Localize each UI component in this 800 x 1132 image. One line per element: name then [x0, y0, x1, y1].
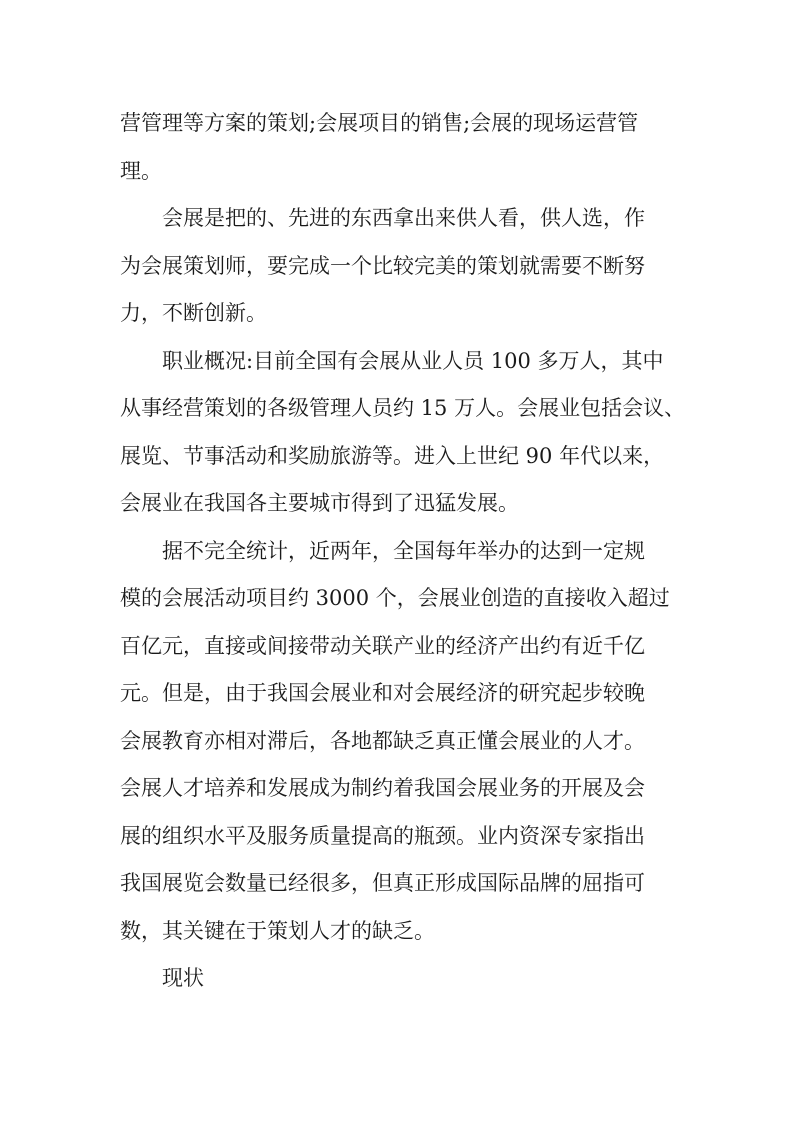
text-line: 我国展览会数量已经很多，但真正形成国际品牌的屈指可 — [120, 871, 645, 895]
text-line: 理。 — [120, 158, 162, 183]
text-line: 模的会展活动项目约 3000 个，会展业创造的直接收入超过 — [120, 586, 670, 610]
text-line: 百亿元，直接或间接带动关联产业的经济产出约有近千亿 — [120, 633, 645, 658]
text-line: 从事经营策划的各级管理人员约 15 万人。会展业包括会议、 — [120, 396, 686, 420]
text-line: 营管理等方案的策划;会展项目的销售;会展的现场运营管 — [120, 111, 639, 135]
paragraph-start-line: 会展是把的、先进的东西拿出来供人看，供人选，作 — [162, 206, 645, 230]
paragraph-start-line: 职业概况:目前全国有会展从业人员 100 多万人，其中 — [162, 348, 664, 373]
text-line: 为会展策划师，要完成一个比较完美的策划就需要不断努 — [120, 253, 645, 278]
text-line: 元。但是，由于我国会展业和对会展经济的研究起步较晚 — [120, 681, 645, 705]
text-line: 展的组织水平及服务质量提高的瓶颈。业内资深专家指出 — [120, 823, 645, 848]
text-line: 会展人才培养和发展成为制约着我国会展业务的开展及会 — [120, 776, 645, 800]
text-line: 会展业在我国各主要城市得到了迅猛发展。 — [120, 491, 519, 515]
text-line: 数，其关键在于策划人才的缺乏。 — [120, 918, 435, 943]
text-line: 会展教育亦相对滞后，各地都缺乏真正懂会展业的人才。 — [120, 728, 645, 753]
text-line: 展览、节事活动和奖励旅游等。进入上世纪 90 年代以来， — [120, 443, 665, 468]
section-heading: 现状 — [162, 966, 204, 990]
text-line: 力，不断创新。 — [120, 301, 267, 325]
paragraph-start-line: 据不完全统计，近两年，全国每年举办的达到一定规 — [162, 538, 645, 563]
document-body — [120, 100, 690, 1003]
